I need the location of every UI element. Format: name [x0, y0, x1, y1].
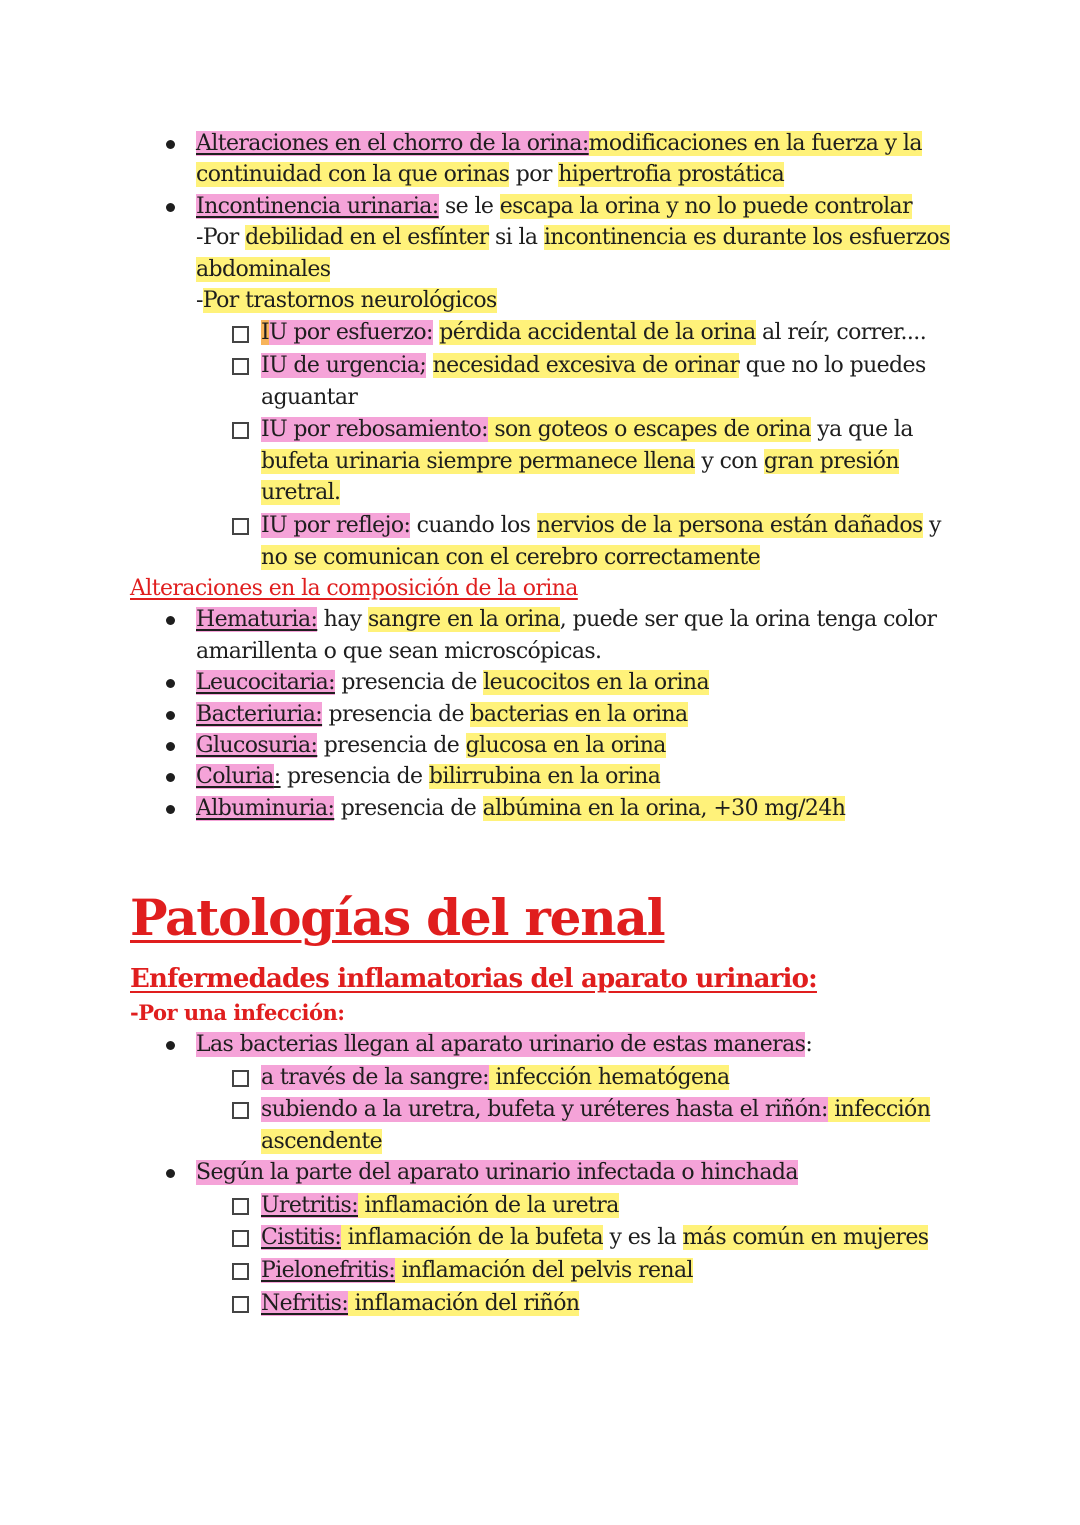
list-item: Según la parte del aparato urinario infectada o hinchada	[196, 1160, 798, 1185]
section-cause: -Por una infección:	[130, 1000, 345, 1025]
list-item-continuation: continuidad con la que orinas por hipertrofia prostática	[196, 162, 785, 187]
bullet	[166, 616, 175, 625]
bullet	[166, 742, 175, 751]
bullet	[166, 203, 175, 212]
term: Alteraciones en el chorro de la orina:	[196, 131, 589, 156]
checkbox-icon	[232, 422, 249, 439]
bullet	[166, 805, 175, 814]
sub-item-continuation: no se comunican con el cerebro correctamente	[261, 545, 761, 570]
checkbox-icon	[232, 518, 249, 535]
checkbox-icon	[232, 358, 249, 375]
section-title: Alteraciones en la composición de la orina	[130, 576, 578, 601]
sub-item: Nefritis: inflamación del riñón	[261, 1291, 580, 1316]
sub-item: a través de la sangre: infección hematógena	[261, 1065, 730, 1090]
list-item: Glucosuria: presencia de glucosa en la orina	[196, 733, 666, 758]
sub-item-continuation: bufeta urinaria siempre permanece llena y con gran presión	[261, 449, 899, 474]
sub-item: Uretritis: inflamación de la uretra	[261, 1193, 619, 1218]
sub-item: IU por esfuerzo: pérdida accidental de la orina al reír, correr....	[261, 320, 927, 345]
section-subtitle: Enfermedades inflamatorias del aparato urinario:	[130, 964, 817, 994]
bullet	[166, 711, 175, 720]
sub-item: Cistitis: inflamación de la bufeta y es la más común en mujeres	[261, 1225, 929, 1250]
list-item: Albuminuria: presencia de albúmina en la orina, +30 mg/24h	[196, 796, 846, 821]
list-item: Hematuria: hay sangre en la orina, puede ser que la orina tenga color	[196, 607, 937, 632]
bullet	[166, 140, 175, 149]
bullet	[166, 679, 175, 688]
checkbox-icon	[232, 1198, 249, 1215]
page-title: Patologías del renal	[130, 888, 665, 947]
list-item: Alteraciones en el chorro de la orina:modificaciones en la fuerza y la	[196, 131, 922, 156]
bullet	[166, 1041, 175, 1050]
sub-item-continuation: aguantar	[261, 385, 358, 410]
bullet	[166, 773, 175, 782]
checkbox-icon	[232, 326, 249, 343]
sub-item: IU por rebosamiento: son goteos o escapes de orina ya que la	[261, 417, 913, 442]
list-item: Coluria: presencia de bilirrubina en la orina	[196, 764, 661, 789]
list-item: Incontinencia urinaria: se le escapa la orina y no lo puede controlar	[196, 194, 912, 219]
checkbox-icon	[232, 1070, 249, 1087]
sub-item-continuation: ascendente	[261, 1129, 383, 1154]
list-item-continuation: -Por debilidad en el esfínter si la incontinencia es durante los esfuerzos	[196, 225, 950, 250]
sub-item: IU de urgencia; necesidad excesiva de orinar que no lo puedes	[261, 353, 926, 378]
list-item-continuation: -Por trastornos neurológicos	[196, 288, 497, 313]
list-item-continuation: amarillenta o que sean microscópicas.	[196, 639, 602, 664]
sub-item: IU por reflejo: cuando los nervios de la persona están dañados y	[261, 513, 941, 538]
checkbox-icon	[232, 1102, 249, 1119]
checkbox-icon	[232, 1263, 249, 1280]
list-item: Bacteriuria: presencia de bacterias en la orina	[196, 702, 688, 727]
list-item: Las bacterias llegan al aparato urinario de estas maneras:	[196, 1032, 813, 1057]
list-item: Leucocitaria: presencia de leucocitos en la orina	[196, 670, 709, 695]
sub-item: Pielonefritis: inflamación del pelvis renal	[261, 1258, 693, 1283]
checkbox-icon	[232, 1296, 249, 1313]
list-item-continuation: abdominales	[196, 257, 331, 282]
sub-item: subiendo a la uretra, bufeta y uréteres hasta el riñón: infección	[261, 1097, 931, 1122]
checkbox-icon	[232, 1230, 249, 1247]
bullet	[166, 1169, 175, 1178]
sub-item-continuation: uretral.	[261, 480, 341, 505]
term: Incontinencia urinaria:	[196, 194, 439, 219]
